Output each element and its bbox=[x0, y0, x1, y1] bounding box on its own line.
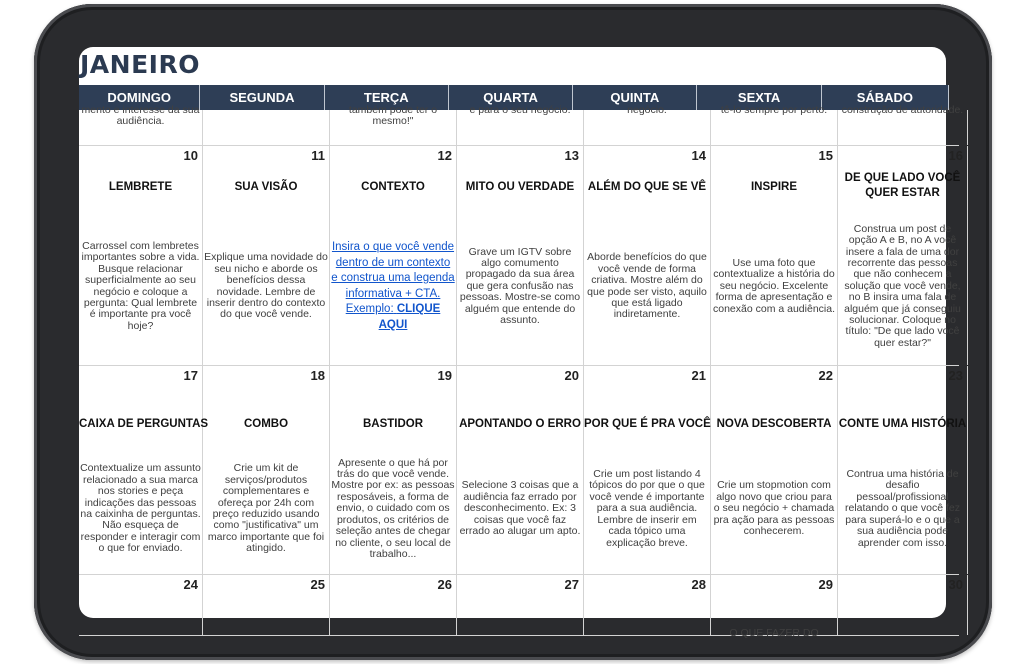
day-description-text: Crie um kit de serviços/produtos complementares e ofereça por 24h com preço reduzido usando como "justificativa" um marco importante que foi atingido. bbox=[207, 462, 325, 555]
day-description bbox=[457, 146, 583, 365]
weekday-header-wednesday: QUARTA bbox=[449, 85, 573, 110]
day-title: SUA VISÃO bbox=[234, 181, 298, 193]
day-cell[interactable] bbox=[330, 104, 457, 145]
day-cell-29[interactable] bbox=[711, 575, 838, 639]
weekday-header-tuesday: TERÇA bbox=[325, 85, 449, 110]
day-description bbox=[203, 146, 329, 365]
day-title: BASTIDOR bbox=[362, 418, 424, 430]
day-number: 21 bbox=[691, 368, 706, 383]
day-number: 17 bbox=[183, 368, 198, 383]
day-description-text: Contextualize um assunto relacionado a sua marca nos stories e peça indicações das pessoas na caixinha de perguntas. Não esqueça de responder e interagir com o que for enviado. bbox=[80, 462, 201, 555]
day-number: 26 bbox=[437, 577, 452, 592]
day-description bbox=[584, 366, 710, 574]
week-row bbox=[79, 575, 963, 639]
day-description-text: Carrossel com lembretes importantes sobre a vida. Busque relacionar superficialmente ao seu negócio e coloque a pergunta: Qual lembrete é importante pra você hoje? bbox=[81, 239, 200, 332]
day-cell[interactable] bbox=[584, 104, 711, 145]
day-cell-16[interactable] bbox=[838, 146, 968, 365]
day-description-text: Explique uma novidade do seu nicho e aborde os benefícios dessa novidade. Lembre de inserir dentro do contexto do que você vende. bbox=[204, 251, 328, 321]
week-row bbox=[79, 366, 967, 575]
day-description-text: Crie um post listando 4 tópicos do por que o que você vende é importante para a sua audiência. Lembre de inserir em cada tópico uma explicação breve. bbox=[589, 468, 705, 549]
weekday-header-friday: SEXTA bbox=[697, 85, 821, 110]
day-title: APONTANDO O ERRO bbox=[459, 418, 581, 430]
day-number: 16 bbox=[948, 148, 963, 163]
day-number: 23 bbox=[948, 368, 963, 383]
weekday-header-monday: SEGUNDA bbox=[200, 85, 324, 110]
day-number: 15 bbox=[818, 148, 833, 163]
day-description-text: Crie um stopmotion com algo novo que criou para o seu negócio + chamada pra ação para as pessoas conhecerem. bbox=[713, 479, 835, 538]
day-title: CONTE UMA HISTÓRIA bbox=[838, 418, 967, 430]
day-number: 29 bbox=[818, 577, 833, 592]
day-cell-text: construção de autoridade. bbox=[841, 104, 964, 116]
day-description-text: Use uma foto que contextualize a história do seu negócio. Excelente forma de apresentação e conexão com a audiência. bbox=[713, 256, 835, 315]
day-cell-14[interactable] bbox=[584, 146, 711, 365]
day-cell-27[interactable] bbox=[457, 575, 584, 635]
day-cell-15[interactable] bbox=[711, 146, 838, 365]
day-cell-text: O QUE FAZER DO bbox=[729, 627, 819, 639]
day-description bbox=[330, 146, 456, 365]
day-description-text: Contrua uma história de desafio pessoal/profissional relatando o que você fez para superá-lo e o que a sua audiência pode aprender com isso. bbox=[845, 468, 960, 549]
day-title: NOVA DESCOBERTA bbox=[716, 418, 832, 430]
day-description-text: Construa um post de opção A e B, no A você insere a fala de uma dor recorrente das pessoas que não conhecem a solução que você vende, no B insira uma fala de alguém que já conseguiu solucionar. Coloque no título: "De que lado você quer estar?" bbox=[844, 222, 961, 349]
weekday-header-thursday: QUINTA bbox=[573, 85, 697, 110]
day-number: 11 bbox=[311, 148, 325, 163]
calendar-grid bbox=[79, 104, 967, 639]
day-description bbox=[457, 366, 583, 574]
day-cell-18[interactable] bbox=[203, 366, 330, 574]
day-cell-11[interactable] bbox=[203, 146, 330, 365]
day-description bbox=[584, 146, 710, 365]
day-cell-text: e para o seu negócio. bbox=[469, 104, 571, 116]
day-number: 10 bbox=[183, 148, 198, 163]
month-title: JANEIRO bbox=[80, 50, 200, 79]
day-number: 19 bbox=[437, 368, 452, 383]
weekday-header-sunday: DOMINGO bbox=[79, 85, 200, 110]
week-row bbox=[79, 146, 963, 366]
day-description bbox=[838, 146, 967, 365]
day-cell-17[interactable] bbox=[79, 366, 209, 574]
day-title: POR QUE É PRA VOCÊ bbox=[584, 418, 711, 430]
day-cell[interactable] bbox=[457, 104, 584, 145]
day-cell[interactable] bbox=[711, 104, 838, 145]
day-number: 18 bbox=[310, 368, 325, 383]
day-cell[interactable] bbox=[838, 104, 968, 145]
day-cell[interactable] bbox=[203, 110, 330, 145]
weekday-header-saturday: SÁBADO bbox=[822, 85, 949, 110]
day-cell[interactable] bbox=[79, 104, 203, 145]
day-number: 25 bbox=[310, 577, 325, 592]
day-number: 14 bbox=[691, 148, 706, 163]
day-cell-30[interactable] bbox=[838, 575, 968, 635]
day-cell-12[interactable] bbox=[330, 146, 457, 365]
day-cell-20[interactable] bbox=[457, 366, 584, 574]
day-cell-28[interactable] bbox=[584, 575, 711, 635]
clique-aqui-link[interactable]: CLIQUE AQUI bbox=[378, 303, 441, 331]
context-link-text: Insira o que você vende dentro de um contexto e construa uma legenda informativa + CTA. Exemplo: bbox=[331, 241, 455, 315]
day-cell-25[interactable] bbox=[203, 575, 330, 635]
day-number: 27 bbox=[564, 577, 579, 592]
day-description bbox=[79, 366, 209, 574]
day-title: COMBO bbox=[243, 418, 289, 430]
day-number: 12 bbox=[437, 148, 452, 163]
day-cell-23[interactable] bbox=[838, 366, 968, 574]
day-cell-24[interactable] bbox=[79, 575, 203, 635]
day-number: 30 bbox=[948, 577, 963, 592]
day-title: ALÉM DO QUE SE VÊ bbox=[587, 181, 707, 193]
day-description bbox=[711, 146, 837, 365]
week-row bbox=[79, 104, 964, 146]
day-cell-21[interactable] bbox=[584, 366, 711, 574]
day-cell-text: tê-lo sempre por perto. bbox=[720, 104, 828, 116]
day-number: 28 bbox=[691, 577, 706, 592]
day-description-text: Selecione 3 coisas que a audiência faz errado por desconhecimento. Ex: 3 coisas que você faz errado ao alugar um apto. bbox=[459, 479, 581, 538]
day-cell-13[interactable] bbox=[457, 146, 584, 365]
day-number: 13 bbox=[564, 148, 579, 163]
day-cell-26[interactable] bbox=[330, 575, 457, 635]
calendar-screen bbox=[79, 47, 967, 639]
day-number: 24 bbox=[183, 577, 198, 592]
day-number: 22 bbox=[818, 368, 833, 383]
day-cell-text: também pode ter o mesmo!" bbox=[348, 104, 438, 128]
day-title: DE QUE LADO VOCÊ QUER ESTAR bbox=[844, 172, 961, 199]
day-title: CONTEXTO bbox=[361, 181, 425, 193]
day-title: LEMBRETE bbox=[108, 181, 173, 193]
day-cell-19[interactable] bbox=[330, 366, 457, 574]
day-cell-text: negócio. bbox=[627, 104, 667, 116]
day-description-text: Apresente o que há por trás do que você vende. Mostre por ex: as pessoas resposáveis, a forma de envio, o cuidado com os produtos, os critérios de seleção antes de chegar no cliente, o seu local de trabalho... bbox=[331, 456, 455, 560]
day-description bbox=[79, 146, 202, 365]
day-description-text: Aborde benefícios do que você vende de forma criativa. Mostre além do que pode ser visto, aquilo que está ligado indiretamente. bbox=[587, 251, 707, 321]
day-number: 20 bbox=[564, 368, 579, 383]
day-description bbox=[838, 366, 967, 574]
day-cell-22[interactable] bbox=[711, 366, 838, 574]
day-description-text: Grave um IGTV sobre algo comumento propagado da sua área que gera confusão nas pessoas. Mostre-se como alguém que entende do assunto. bbox=[459, 245, 581, 327]
context-example-link[interactable] bbox=[331, 240, 455, 333]
day-cell-text: mento e interesse da sua audiência. bbox=[81, 104, 200, 128]
day-description bbox=[711, 366, 837, 574]
day-title: CAIXA DE PERGUNTAS bbox=[79, 418, 209, 430]
day-description bbox=[203, 366, 329, 574]
day-description bbox=[330, 366, 456, 574]
day-cell-10[interactable] bbox=[79, 146, 203, 365]
day-title: INSPIRE bbox=[750, 181, 797, 193]
day-title: MITO OU VERDADE bbox=[465, 181, 575, 193]
